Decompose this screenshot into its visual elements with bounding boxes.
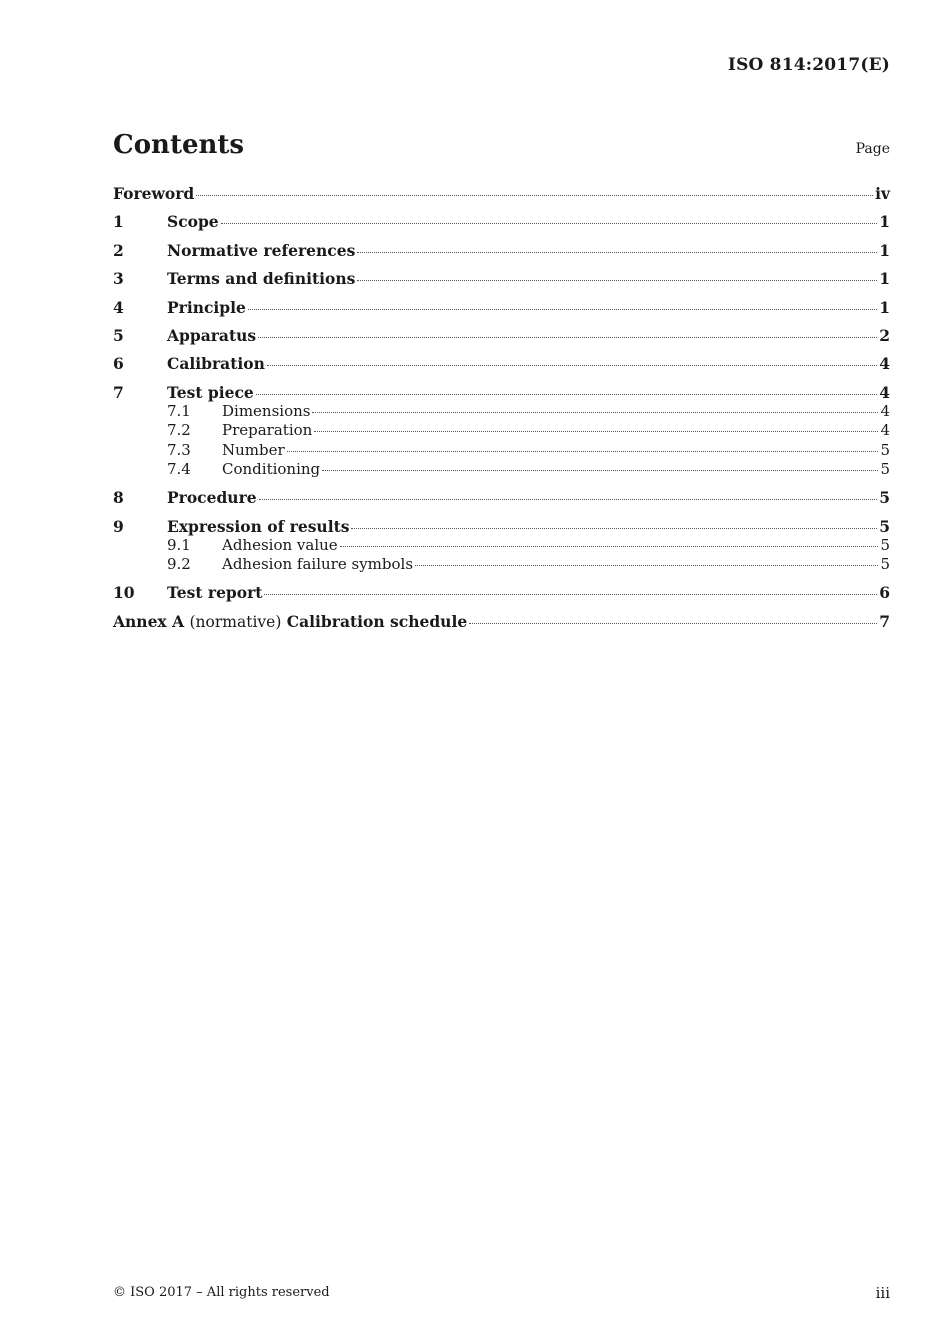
dot-leader — [314, 431, 878, 432]
page-footer — [113, 1284, 890, 1304]
toc-entry-label: Calibration — [167, 354, 265, 374]
toc-entry-page: 5 — [879, 516, 890, 536]
toc-entry-page: 5 — [879, 488, 890, 508]
toc-subentry-dimensions[interactable] — [113, 402, 890, 421]
contents-title: Contents — [113, 130, 245, 160]
toc-subentry-number[interactable] — [113, 441, 890, 460]
toc-entry-label: Scope — [167, 212, 219, 232]
toc-subentry-adhesion-value[interactable] — [113, 536, 890, 555]
toc-entry-label: Normative references — [167, 240, 356, 260]
toc-entry-normative-references[interactable] — [113, 241, 890, 260]
toc-entry-page: 6 — [879, 583, 890, 603]
document-identifier: ISO 814:2017(E) — [727, 55, 890, 75]
dot-leader — [357, 280, 877, 281]
dot-leader — [259, 499, 878, 500]
toc-entry-label: Preparation — [222, 421, 313, 440]
contents-header — [113, 130, 890, 164]
toc-entry-number: 1 — [113, 212, 124, 232]
toc-entry-page: 4 — [879, 382, 890, 402]
toc-entry-page: 5 — [880, 535, 890, 554]
dot-leader — [340, 546, 879, 547]
toc-entry-page: 1 — [879, 240, 890, 260]
toc-entry-terms-and-definitions[interactable] — [113, 269, 890, 288]
toc-entry-page: 5 — [880, 440, 890, 459]
dot-leader — [469, 623, 877, 624]
toc-entry-page: 2 — [879, 325, 890, 345]
page-number: iii — [875, 1284, 890, 1302]
toc-entry-number: 7 — [113, 382, 124, 402]
toc-entry-label: Conditioning — [222, 459, 321, 478]
toc-entry-page: 5 — [880, 459, 890, 478]
toc-subentry-conditioning[interactable] — [113, 460, 890, 479]
toc-entry-number: 9 — [113, 516, 124, 536]
toc-entry-label: Adhesion value — [222, 535, 338, 554]
annex-title: Calibration schedule — [286, 611, 468, 631]
dot-leader — [258, 337, 877, 338]
dot-leader — [351, 528, 877, 529]
dot-leader — [221, 223, 878, 224]
toc-entry-label: Adhesion failure symbols — [222, 555, 414, 574]
page-column-label: Page — [855, 141, 890, 157]
dot-leader — [287, 451, 879, 452]
toc-entry-label: Dimensions — [222, 401, 311, 420]
toc-entry-test-report[interactable] — [113, 583, 890, 602]
toc-entry-calibration[interactable] — [113, 354, 890, 373]
toc-entry-page: 4 — [880, 421, 890, 440]
toc-entry-number: 10 — [113, 583, 135, 603]
toc-entry-number: 8 — [113, 488, 124, 508]
dot-leader — [415, 565, 878, 566]
toc-entry-procedure[interactable] — [113, 488, 890, 507]
toc-entry-label: Expression of results — [167, 516, 350, 536]
toc-entry-number: 9.2 — [167, 555, 191, 574]
toc-entry-foreword[interactable] — [113, 184, 890, 203]
dot-leader — [248, 309, 877, 310]
toc-subentry-adhesion-failure-symbols[interactable] — [113, 555, 890, 574]
toc-entry-page: 4 — [879, 354, 890, 374]
toc-entry-number: 6 — [113, 354, 124, 374]
toc-entry-page: 5 — [880, 555, 890, 574]
dot-leader — [196, 195, 873, 196]
toc-entry-label: Test report — [167, 583, 263, 603]
toc-entry-number: 2 — [113, 240, 124, 260]
toc-entry-expression-of-results[interactable] — [113, 517, 890, 536]
dot-leader — [357, 252, 877, 253]
dot-leader — [256, 394, 877, 395]
toc-entry-number: 7.2 — [167, 421, 191, 440]
toc-entry-scope[interactable] — [113, 212, 890, 231]
copyright-notice: © ISO 2017 – All rights reserved — [113, 1285, 330, 1300]
toc-entry-page: 7 — [879, 611, 890, 631]
toc-entry-label: Foreword — [113, 184, 195, 203]
toc-entry-number: 5 — [113, 325, 124, 345]
toc-entry-number: 3 — [113, 269, 124, 289]
toc-entry-number: 7.3 — [167, 440, 191, 459]
toc-entry-page: 1 — [879, 269, 890, 289]
dot-leader — [267, 365, 877, 366]
toc-entry-number: 7.4 — [167, 459, 191, 478]
dot-leader — [312, 412, 878, 413]
toc-entry-label: Test piece — [167, 382, 254, 402]
toc-entry-page: 1 — [879, 297, 890, 317]
toc-entry-number: 4 — [113, 297, 124, 317]
toc-entry-number: 7.1 — [167, 401, 191, 420]
toc-entry-label: Procedure — [167, 488, 257, 508]
toc-entry-label — [113, 612, 467, 632]
toc-entry-page: 1 — [879, 212, 890, 232]
toc-entry-label: Terms and definitions — [167, 269, 356, 289]
toc-entry-annex-a[interactable] — [113, 612, 890, 631]
toc-subentry-preparation[interactable] — [113, 421, 890, 440]
toc-entry-label: Principle — [167, 297, 246, 317]
toc-entry-label: Apparatus — [167, 325, 257, 345]
toc-entry-test-piece[interactable] — [113, 383, 890, 402]
toc-entry-principle[interactable] — [113, 298, 890, 317]
table-of-contents — [113, 184, 890, 631]
toc-entry-label: Number — [222, 440, 285, 459]
toc-entry-number: 9.1 — [167, 535, 191, 554]
annex-type: (normative) — [189, 612, 282, 631]
annex-prefix: Annex A — [113, 611, 185, 631]
toc-entry-page: 4 — [880, 401, 890, 420]
toc-entry-page: iv — [875, 184, 890, 203]
toc-entry-apparatus[interactable] — [113, 326, 890, 345]
dot-leader — [264, 594, 877, 595]
dot-leader — [322, 470, 878, 471]
